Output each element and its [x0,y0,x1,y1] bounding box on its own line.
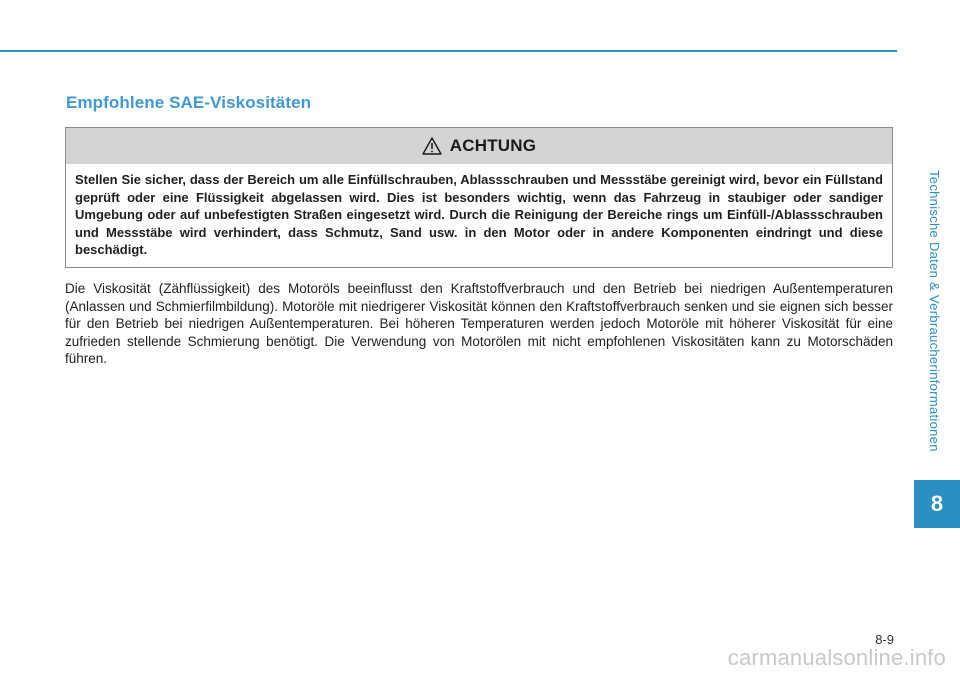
chapter-side-title: Technische Daten & Verbraucherinformationen [927,170,942,452]
caution-box [65,127,893,268]
caution-text: Stellen Sie sicher, dass der Bereich um alle Einfüllschrauben, Ablassschrauben und Messstäbe gereinigt wird, bevor ein Füllstand geprüft oder eine Flüssigkeit abgelassen wird. Dies ist besonders wichtig, wenn das Fahrzeug in staubiger oder sandiger Umgebung oder auf unbefestigten Straßen eingesetzt wird. Durch die Reinigung der Bereiche rings um Einfüll-/Ablassschrauben und Messstäbe wird verhindert, dass Schmutz, Sand usw. in den Motor oder in andere Komponenten eindringt und diese beschädigt. [75,172,883,257]
chapter-number-tab: 8 [914,480,960,528]
top-divider [0,50,897,52]
page-number: 8-9 [875,632,894,647]
body-paragraph: Die Viskosität (Zähflüssigkeit) des Motoröls beeinflusst den Kraftstoffverbrauch und den Betrieb bei niedrigen Außentemperaturen (Anlassen und Schmierfilmbildung). Motoröle mit niedrigerer Viskosität können den Kraftstoffverbrauch senken und sie eignen sich besser für den Betrieb bei niedrigen Außentemperaturen. Bei höheren Temperaturen werden jedoch Motoröle mit höherer Viskosität für eine zufrieden stellende Schmierung benötigt. Die Verwendung von Motorölen mit nicht empfohlenen Viskositäten kann zu Motorschäden führen. [65,281,893,366]
caution-header [66,128,892,164]
watermark: carmanualsonline.info [727,645,946,670]
warning-triangle-icon [422,137,442,155]
caution-title: ACHTUNG [449,136,537,155]
section-heading: Empfohlene SAE-Viskositäten [66,93,312,112]
